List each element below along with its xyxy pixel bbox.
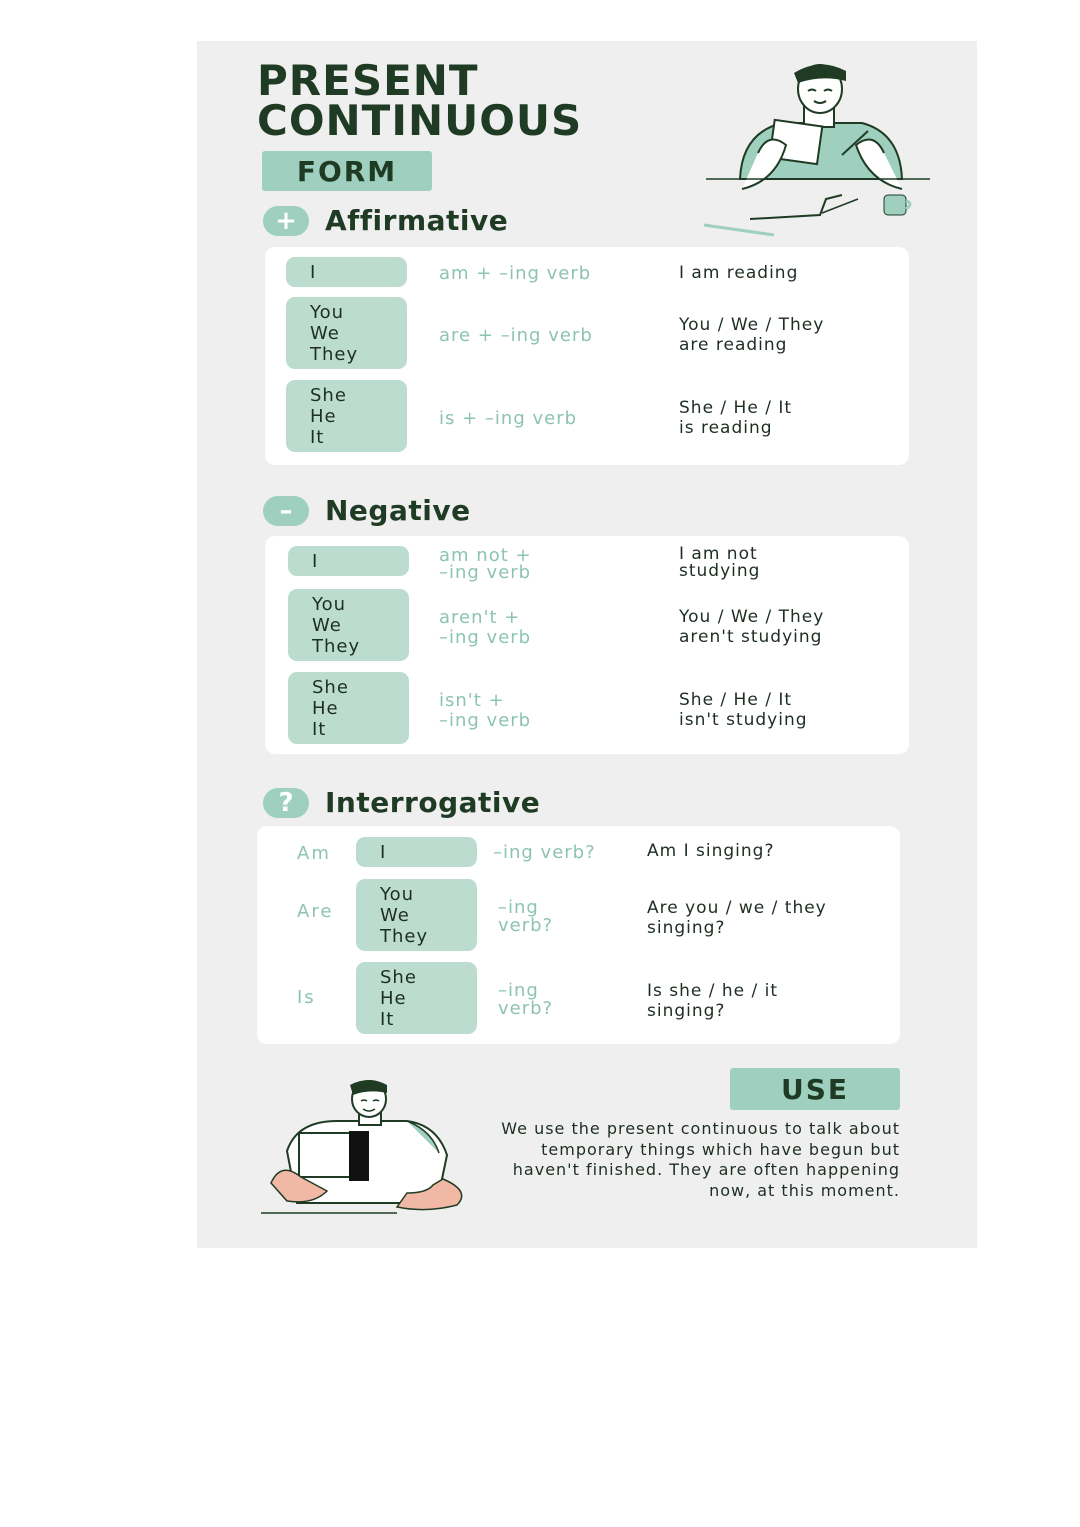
subject-pill: I	[286, 257, 407, 287]
use-description: We use the present continuous to talk about temporary things which have begun but haven't finished. They are often happening now, at this moment.	[501, 1119, 900, 1200]
formula: is + –ing verb	[439, 408, 578, 429]
question-icon: ?	[263, 788, 309, 818]
person-reading-illustration	[702, 61, 932, 241]
title-line-2: CONTINUOUS	[257, 96, 583, 145]
subject-pill: You We They	[286, 297, 407, 369]
interrogative-title: Interrogative	[325, 786, 541, 819]
page-title	[257, 56, 583, 145]
example: I am reading	[679, 263, 799, 283]
subject-pill: You We They	[356, 879, 477, 951]
plus-icon: +	[263, 206, 309, 236]
interrogative-card	[257, 826, 900, 1044]
subject-pill: I	[288, 546, 409, 576]
formula: am not + –ing verb	[439, 545, 532, 583]
example: She / He / It isn't studying	[679, 690, 808, 730]
subject-pill: She He It	[286, 380, 407, 452]
example: Am I singing?	[647, 841, 775, 861]
formula: aren't + –ing verb	[439, 607, 532, 648]
form-tag: FORM	[262, 151, 432, 191]
example: I am not studying	[679, 544, 761, 581]
person-with-book-illustration	[257, 1081, 477, 1221]
grammar-sheet	[197, 41, 977, 1248]
negative-heading	[263, 494, 471, 527]
auxiliary: Is	[297, 987, 316, 1008]
formula: are + –ing verb	[439, 325, 593, 346]
formula: –ing verb?	[493, 842, 596, 863]
subject-pill: I	[356, 837, 477, 867]
auxiliary: Are	[297, 901, 334, 922]
minus-icon: –	[263, 496, 309, 526]
example: Are you / we / they singing?	[647, 898, 827, 938]
subject-pill: She He It	[356, 962, 477, 1034]
formula: isn't + –ing verb	[439, 690, 532, 731]
example: She / He / It is reading	[679, 398, 793, 438]
affirmative-heading	[263, 204, 508, 237]
example: Is she / he / it singing?	[647, 981, 779, 1021]
affirmative-title: Affirmative	[325, 204, 509, 237]
negative-card	[265, 536, 909, 754]
subject-pill: You We They	[288, 589, 409, 661]
auxiliary: Am	[297, 843, 331, 864]
formula: –ing verb?	[498, 980, 554, 1019]
formula: –ing verb?	[498, 897, 554, 936]
title-line-1: PRESENT	[257, 56, 479, 105]
interrogative-heading	[263, 786, 540, 819]
affirmative-card	[265, 247, 909, 465]
example: You / We / They aren't studying	[679, 607, 825, 647]
formula: am + –ing verb	[439, 263, 592, 284]
subject-pill: She He It	[288, 672, 409, 744]
negative-title: Negative	[325, 494, 471, 527]
use-tag: USE	[730, 1068, 900, 1110]
example: You / We / They are reading	[679, 315, 825, 355]
